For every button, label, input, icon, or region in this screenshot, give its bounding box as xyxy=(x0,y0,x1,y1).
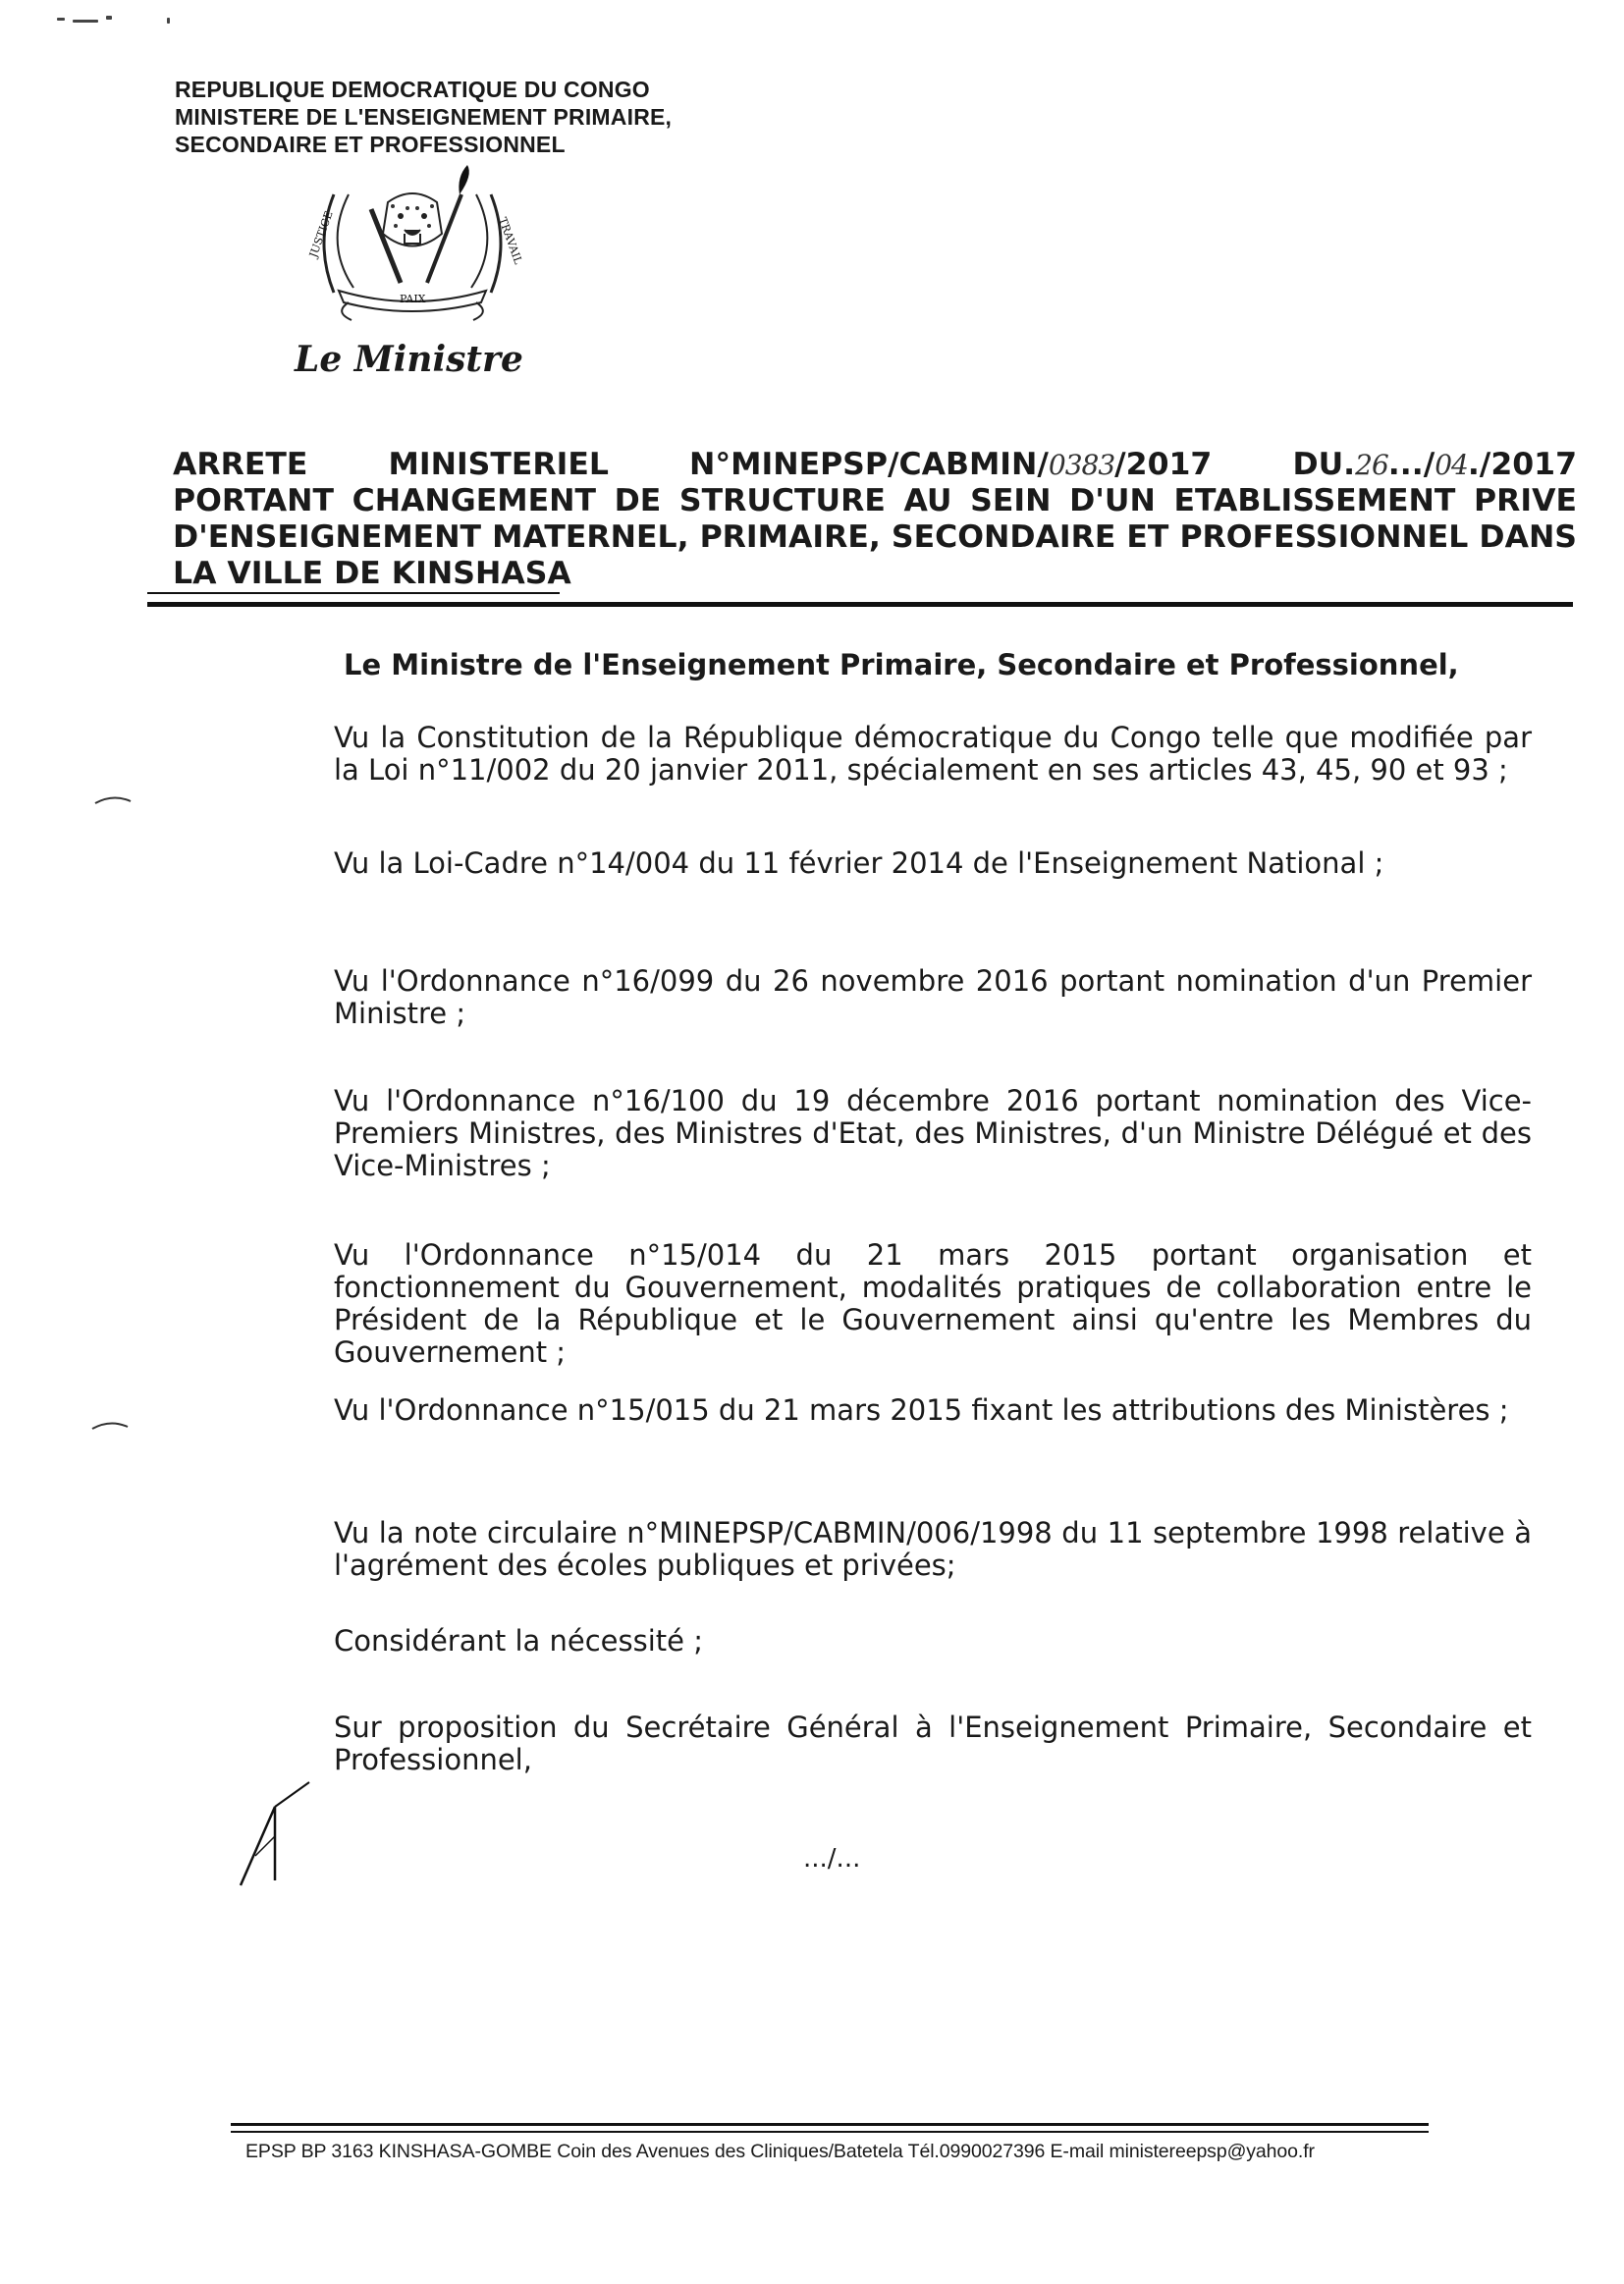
handwritten-day: 26 xyxy=(1355,449,1388,481)
handwritten-month: 04 xyxy=(1435,449,1468,481)
le-ministre-title: Le Ministre xyxy=(295,339,523,380)
scan-speck xyxy=(106,16,112,20)
paragraph-text: Vu la Constitution de la République démocratique du Congo telle que modifiée par la Loi n°11/002 du 20 janvier 2011, spécialement en ses articles 43, 45, 90 et 93 ; xyxy=(334,721,1532,787)
paragraph-note-circulaire xyxy=(162,1517,1532,1582)
paragraph-loi-cadre xyxy=(162,847,1532,880)
motto-bottom: PAIX xyxy=(400,293,426,305)
paragraph-ordonnance-gouvernement xyxy=(162,1239,1532,1369)
header-ministry-line2: SECONDAIRE ET PROFESSIONNEL xyxy=(175,132,566,157)
paragraph-ordonnance-premier-ministre xyxy=(162,965,1532,1030)
decree-date-sep: .../ xyxy=(1387,447,1435,482)
paragraph-text: Vu l'Ordonnance n°15/015 du 21 mars 2015 fixant les attributions des Ministères ; xyxy=(334,1393,1509,1427)
paragraph-text: Sur proposition du Secrétaire Général à l'Enseignement Primaire, Secondaire et Professionnel, xyxy=(334,1711,1532,1776)
paragraph-proposition xyxy=(162,1712,1532,1776)
paragraph-text: Vu l'Ordonnance n°15/014 du 21 mars 2015 portant organisation et fonctionnement du Gouvernement, modalités pratiques de collaboration entre le Président de la République et le Gouvernement ainsi qu'entre les Membres du Gouvernement ; xyxy=(334,1238,1532,1369)
header-ministry-line1: MINISTERE DE L'ENSEIGNEMENT PRIMAIRE, xyxy=(175,104,673,130)
header-country: REPUBLIQUE DEMOCRATIQUE DU CONGO xyxy=(175,77,650,102)
decree-year-suffix: ./2017 xyxy=(1467,447,1577,482)
decree-title-line3: D'ENSEIGNEMENT MATERNEL, PRIMAIRE, SECONDAIRE ET PROFESSIONNEL DANS xyxy=(173,519,1577,555)
minister-heading: Le Ministre de l'Enseignement Primaire, Secondaire et Professionnel, xyxy=(344,648,1459,681)
title-divider xyxy=(147,602,1573,607)
footer-address: EPSP BP 3163 KINSHASA-GOMBE Coin des Avenues des Cliniques/Batetela Tél.0990027396 E-mail ministereepsp@yahoo.fr xyxy=(245,2141,1315,2162)
coat-of-arms-emblem xyxy=(295,165,530,342)
decree-title-line4: LA VILLE DE KINSHASA xyxy=(173,556,571,591)
continuation-mark: .../... xyxy=(803,1844,861,1874)
paragraph-considerant xyxy=(162,1625,1532,1658)
margin-mark xyxy=(90,1419,130,1433)
decree-ref-prefix: ARRETE MINISTERIEL N°MINEPSP/CABMIN/ xyxy=(173,447,1049,482)
title-underline xyxy=(147,592,560,594)
decree-title xyxy=(173,447,1577,592)
paragraph-text: Vu l'Ordonnance n°16/099 du 26 novembre 2016 portant nomination d'un Premier Ministre ; xyxy=(334,964,1532,1030)
paragraph-text: Vu la note circulaire n°MINEPSP/CABMIN/006/1998 du 11 septembre 1998 relative à l'agrément des écoles publiques et privées; xyxy=(334,1516,1532,1582)
paragraph-constitution xyxy=(162,722,1532,787)
initials-signature xyxy=(236,1777,324,1895)
scan-speck xyxy=(57,18,65,21)
paragraph-text: Considérant la nécessité ; xyxy=(334,1624,703,1658)
paragraph-ordonnance-vice-premiers xyxy=(162,1085,1532,1182)
footer-rule xyxy=(231,2131,1429,2133)
margin-mark xyxy=(93,793,133,807)
scan-speck xyxy=(167,18,170,24)
paragraph-ordonnance-attributions xyxy=(162,1394,1532,1427)
paragraph-text: Vu la Loi-Cadre n°14/004 du 11 février 2014 de l'Enseignement National ; xyxy=(334,846,1384,880)
motto-left: JUSTICE xyxy=(306,209,336,260)
motto-right: TRAVAIL xyxy=(496,215,525,266)
decree-title-line2: PORTANT CHANGEMENT DE STRUCTURE AU SEIN D'UN ETABLISSEMENT PRIVE xyxy=(173,483,1577,518)
paragraph-text: Vu l'Ordonnance n°16/100 du 19 décembre 2016 portant nomination des Vice-Premiers Ministres, des Ministres d'Etat, des Ministres, d'un Ministre Délégué et des Vice-Ministres ; xyxy=(334,1084,1532,1182)
decree-ref-year: /2017 DU. xyxy=(1114,447,1356,482)
scan-speck xyxy=(73,20,98,23)
handwritten-ref-number: 0383 xyxy=(1048,449,1115,481)
footer-rule xyxy=(231,2123,1429,2126)
decree-title-line1 xyxy=(173,447,1577,483)
